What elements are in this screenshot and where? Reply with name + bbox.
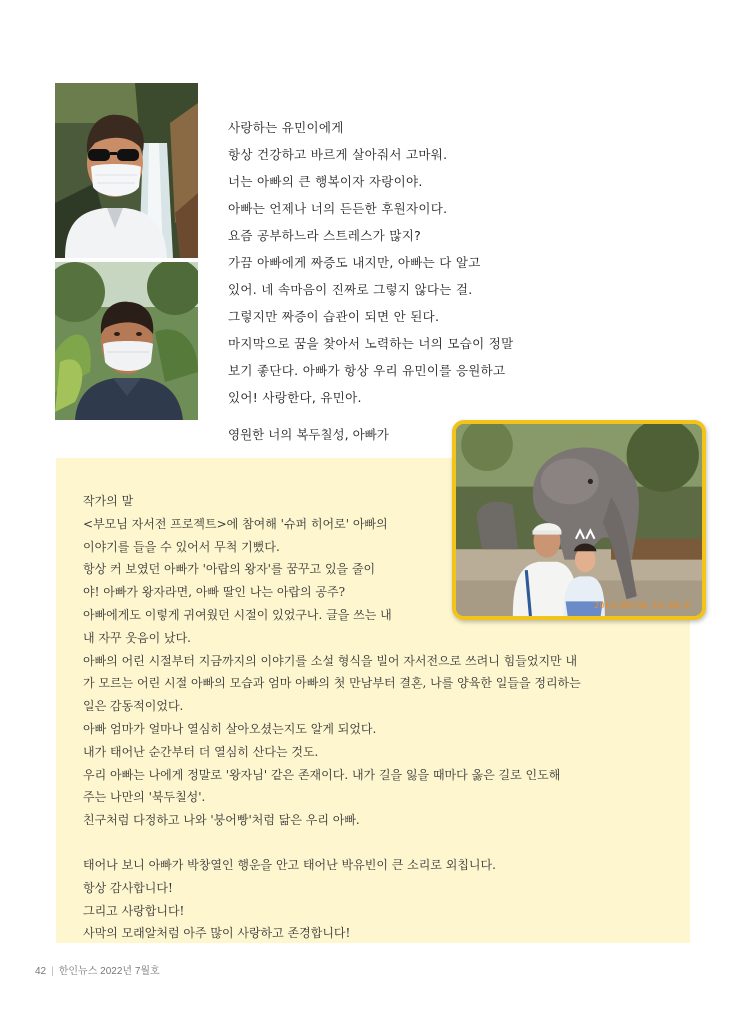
note-line: 내가 태어난 순간부터 더 열심히 산다는 것도. (83, 744, 319, 759)
letter-line: 마지막으로 꿈을 찾아서 노력하는 너의 모습이 정말 (228, 336, 514, 351)
publication-name: 한인뉴스 2022년 7월호 (58, 966, 160, 977)
letter-body (228, 114, 548, 411)
note-line: 야! 아빠가 왕자라면, 아빠 딸인 나는 아랍의 공주? (83, 585, 346, 600)
note-line: 우리 아빠는 나에게 정말로 '왕자님' 같은 존재이다. 내가 길을 잃을 때마다 옳은 길로 인도해 (83, 767, 561, 782)
closing-line: 항상 감사합니다! (83, 880, 173, 895)
note-heading: 작가의 말 (83, 494, 134, 508)
note-line: 내 자꾸 웃음이 났다. (83, 630, 191, 645)
note-line: 아빠 엄마가 얼마나 열심히 살아오셨는지도 알게 되었다. (83, 721, 377, 736)
note-line: 친구처럼 다정하고 나와 '붕어빵'처럼 닮은 우리 아빠. (83, 813, 360, 828)
letter-line: 가끔 아빠에게 짜증도 내지만, 아빠는 다 알고 (228, 255, 481, 270)
closing-line: 그리고 사랑합니다! (83, 903, 185, 918)
letter-signature: 영원한 너의 복두칠성, 아빠가 (228, 427, 389, 442)
letter-line: 그렇지만 짜증이 습관이 되면 안 된다. (228, 309, 440, 324)
letter-line: 항상 건강하고 바르게 살아줘서 고마워. (228, 147, 448, 162)
note-line: 이야기를 들을 수 있어서 무척 기뻤다. (83, 539, 280, 554)
closing-line: 사막의 모래알처럼 아주 많이 사랑하고 존경합니다! (83, 926, 351, 941)
letter-line: 있어! 사랑한다, 유민아. (228, 390, 362, 405)
footer-separator: | (51, 966, 54, 977)
note-line: 가 모르는 어린 시절 아빠의 모습과 엄마 아빠의 첫 만남부터 결혼, 나를 양육한 일들을 정리하는 (83, 676, 581, 691)
note-line: 아빠에게도 이렇게 귀여웠던 시절이 있었구나. 글을 쓰는 내 (83, 607, 392, 622)
page-footer (35, 962, 160, 977)
photo-father-garden (55, 262, 198, 420)
letter-line: 아빠는 언제나 너의 든든한 후원자이다. (228, 201, 448, 216)
letter-line: 있어. 네 속마음이 진짜로 그렇지 않다는 걸. (228, 282, 473, 297)
paragraph-gap (83, 832, 663, 854)
letter-line: 보기 좋단다. 아빠가 항상 우리 유민이를 응원하고 (228, 363, 506, 378)
letter-line: 요즘 공부하느라 스트레스가 많지? (228, 228, 422, 243)
note-line: 아빠의 어린 시절부터 지금까지의 이야기를 소설 형식을 빌어 자서전으로 쓰려니 힘들었지만 내 (83, 653, 578, 668)
note-line: 항상 커 보였던 아빠가 '아랍의 왕자'를 꿈꾸고 있을 줄이 (83, 562, 376, 577)
photo-father-waterfall (55, 83, 198, 258)
note-line: 주는 나만의 '북두칠성'. (83, 790, 206, 805)
note-line: <부모님 자서전 프로젝트>에 참여해 '슈퍼 히어로' 아빠의 (83, 516, 388, 531)
letter-line: 너는 아빠의 큰 행복이자 자랑이야. (228, 174, 423, 189)
photo-date-stamp: 2011/09/30 19:09:0 (594, 601, 690, 610)
note-line: 일은 감동적이었다. (83, 699, 184, 714)
letter-line: 사랑하는 유민이에게 (228, 120, 344, 135)
closing-line: 태어나 보니 아빠가 박창열인 행운을 안고 태어난 박유빈이 큰 소리로 외칩니다. (83, 857, 496, 872)
page-number: 42 (35, 966, 47, 977)
photo-elephant (452, 420, 706, 620)
